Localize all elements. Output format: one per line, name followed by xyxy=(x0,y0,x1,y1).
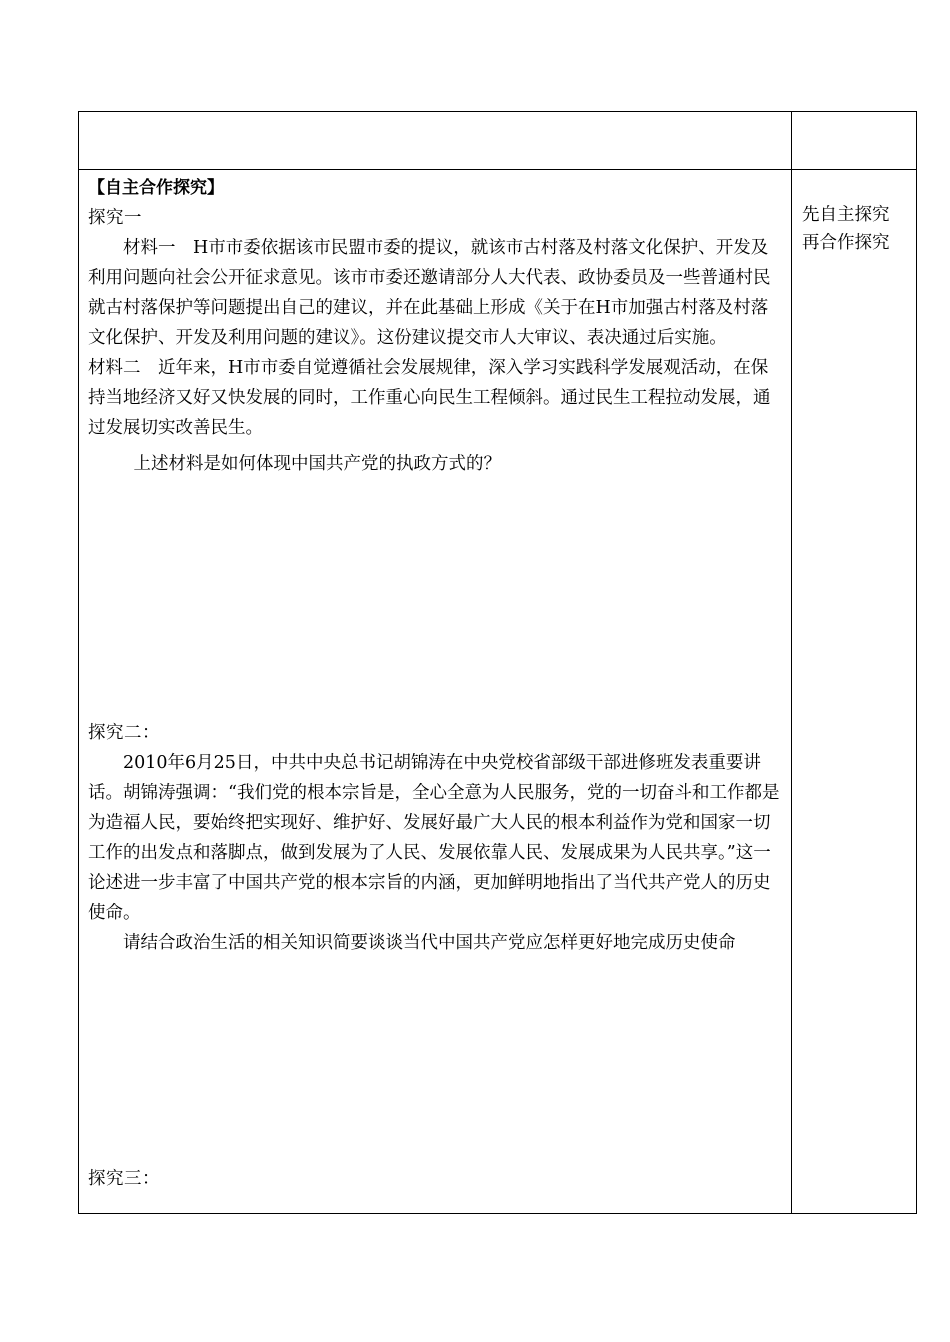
side-column xyxy=(802,201,914,257)
inquiry2-answer-space xyxy=(88,958,785,1164)
section-title: 【自主合作探究】 xyxy=(88,178,224,198)
inquiry2-label: 探究二： xyxy=(88,723,160,743)
inquiry2-question: 请结合政治生活的相关知识简要谈谈当代中国共产党应怎样更好地完成历史使命 xyxy=(123,933,736,953)
inquiry1-material2: 材料二 近年来，H市市委自觉遵循社会发展规律，深入学习实践科学发展观活动，在保持当地经济又好又快发展的同时，工作重心向民生工程倾斜。通过民生工程拉动发展，通过发展切实改善民生。 xyxy=(88,358,771,438)
main-column xyxy=(88,173,785,1194)
sidebar-note-line2: 再合作探究 xyxy=(802,233,890,253)
inquiry1-question: 上述材料是如何体现中国共产党的执政方式的？ xyxy=(133,454,501,474)
column-divider xyxy=(791,112,792,1213)
inquiry2-text: 2010年6月25日，中共中央总书记胡锦涛在中央党校省部级干部进修班发表重要讲话。胡锦涛强调：“我们党的根本宗旨是，全心全意为人民服务，党的一切奋斗和工作都是为造福人民，要始终把实现好、维护好、发展好最广大人民的根本利益作为党和国家一切工作的出发点和落脚点，做到发展为了人民、发展依靠人民、发展成果为人民共享。”这一论述进一步丰富了中国共产党的根本宗旨的内涵，更加鲜明地指出了当代共产党人的历史使命。 xyxy=(88,753,780,923)
inquiry1-label: 探究一 xyxy=(88,208,142,228)
sidebar-note-line1: 先自主探究 xyxy=(802,205,890,225)
worksheet-table xyxy=(78,111,917,1214)
inquiry1-answer-space xyxy=(88,479,785,718)
inquiry1-material1: 材料一 H市市委依据该市民盟市委的提议，就该市古村落及村落文化保护、开发及利用问题向社会公开征求意见。该市市委还邀请部分人大代表、政协委员及一些普通村民就古村落保护等问题提出自己的建议，并在此基础上形成《关于在H市加强古村落及村落文化保护、开发及利用问题的建议》。这份建议提交市人大审议、表决通过后实施。 xyxy=(88,238,771,348)
inquiry3-label: 探究三： xyxy=(88,1169,160,1189)
